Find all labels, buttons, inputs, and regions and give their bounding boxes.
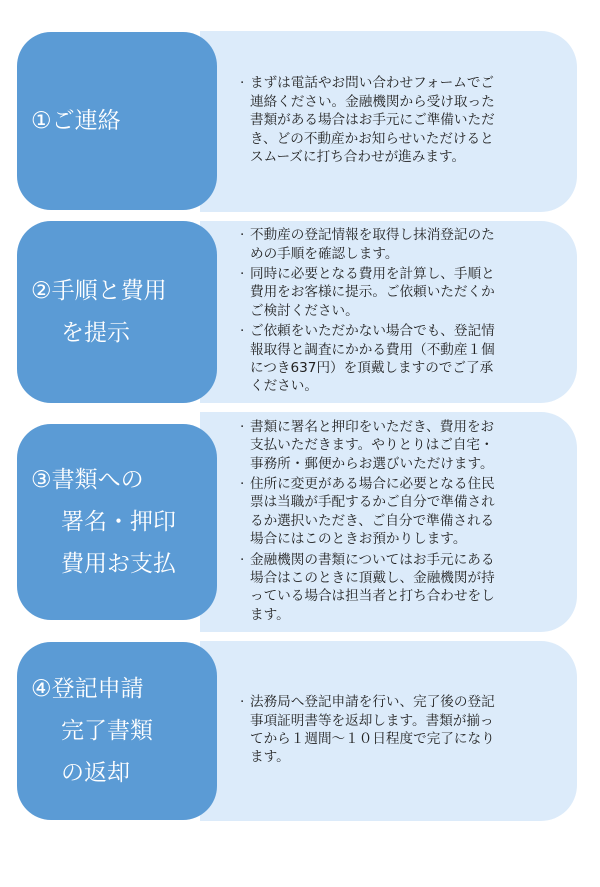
step-3-label-line-2: 署名・押印 bbox=[61, 509, 176, 535]
step-4-label-line-1: ④登記申請 bbox=[31, 676, 144, 702]
step-4 bbox=[0, 641, 600, 821]
step-3-label-line-3: 費用お支払 bbox=[61, 551, 176, 577]
step-2-label-line-2: を提示 bbox=[61, 320, 130, 346]
step-3 bbox=[0, 412, 600, 632]
step-1-label bbox=[17, 32, 217, 210]
step-1-description bbox=[240, 31, 545, 212]
step-2-label-line-1: ②手順と費用 bbox=[31, 278, 167, 304]
step-2 bbox=[0, 221, 600, 403]
step-4-label bbox=[17, 642, 217, 820]
step-1-bullet-1: · まずは電話やお問い合わせフォームでご 連絡ください。金融機関から受け取った 書類がある場合はお手元にご準備いただ き、どの不動産かお知らせいただけると スムーズに打ち合わせが進みます。 bbox=[240, 74, 545, 166]
step-2-bullet-3: · ご依頼をいただかない場合でも、登記情 報取得と調査にかかる費用（不動産１個 につき637円）を頂戴しますのでご了承 ください。 bbox=[240, 322, 545, 396]
step-2-description bbox=[240, 221, 545, 403]
step-2-bullet-2: · 同時に必要となる費用を計算し、手順と 費用をお客様に提示。ご依頼いただくか ご検討ください。 bbox=[240, 265, 545, 320]
step-2-bullet-1: · 不動産の登記情報を取得し抹消登記のた めの手順を確認します。 bbox=[240, 226, 545, 263]
step-3-label bbox=[17, 424, 217, 620]
step-3-bullet-3: · 金融機関の書類についてはお手元にある 場合はこのときに頂戴し、金融機関が持 っている場合は担当者と打ち合わせをし ます。 bbox=[240, 551, 545, 625]
step-3-bullet-2: · 住所に変更がある場合に必要となる住民 票は当職が手配するかご自分で準備され るか選択いただき、ご自分で準備される 場合にはこのときお預かりします。 bbox=[240, 475, 545, 549]
step-4-bullet-1: · 法務局へ登記申請を行い、完了後の登記 事項証明書等を返却します。書類が揃っ てから１週間〜１０日程度で完了になり ます。 bbox=[240, 693, 545, 767]
step-3-bullet-1: · 書類に署名と押印をいただき、費用をお 支払いただきます。やりとりはご自宅・ 事務所・郵便からお選びいただけます。 bbox=[240, 418, 545, 473]
step-4-description bbox=[240, 641, 545, 821]
step-3-description bbox=[240, 412, 545, 632]
step-4-label-line-2: 完了書類 bbox=[61, 718, 153, 744]
step-1 bbox=[0, 31, 600, 212]
step-1-label-line-1: ①ご連絡 bbox=[31, 108, 121, 134]
step-4-label-line-3: の返却 bbox=[61, 760, 130, 786]
step-2-label bbox=[17, 221, 217, 403]
step-3-label-line-1: ③書類への bbox=[31, 467, 144, 493]
